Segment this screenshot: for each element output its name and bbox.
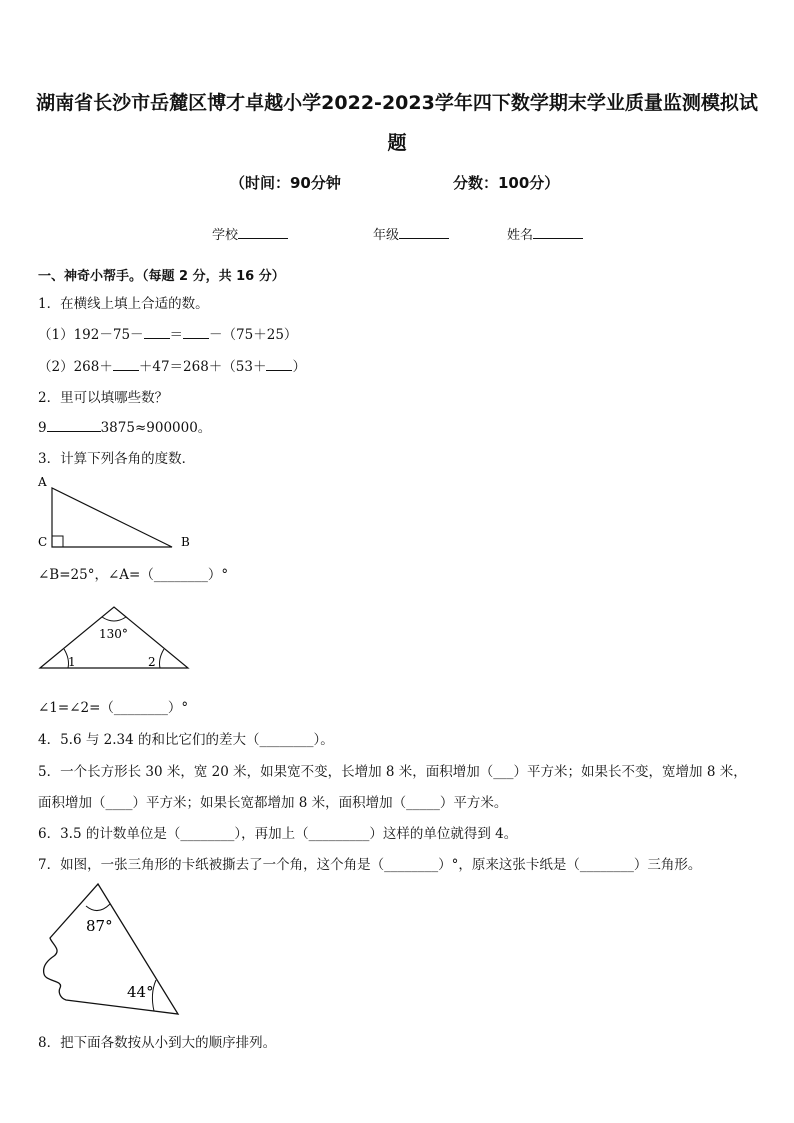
right-triangle-figure [30, 474, 200, 556]
q3-answer-2: ∠1=∠2=（________）° [38, 700, 189, 716]
q1-prompt: 1．在横线上填上合适的数。 [38, 296, 209, 312]
q5-text-line1: 5．一个长方形长 30 米，宽 20 米，如果宽不变，长增加 8 米，面积增加（___）平方米；如果长不变，宽增加 8 米， [38, 764, 747, 780]
q1-blank-1[interactable] [144, 326, 170, 339]
q7-text: 7．如图，一张三角形的卡纸被撕去了一个角，这个角是（________）°，原来这张卡纸是（________）三角形。 [38, 857, 702, 873]
grade-blank[interactable] [399, 226, 449, 239]
obtuse-triangle-figure [36, 603, 196, 673]
exam-time: （时间：90分钟 [230, 174, 341, 192]
torn-triangle-figure [36, 880, 186, 1020]
q1-blank-2[interactable] [183, 326, 209, 339]
q2-rhs: 3875≈900000。 [100, 420, 212, 436]
q1-part2-text-a: （2）268＋ [38, 359, 113, 375]
q2-lhs: 9 [38, 420, 47, 436]
section-heading: 一、神奇小帮手。（每题 2 分，共 16 分） [38, 269, 285, 284]
grade-field[interactable] [373, 224, 449, 243]
q5-text-line2: 面积增加（____）平方米；如果长宽都增加 8 米，面积增加（_____）平方米。 [38, 795, 508, 811]
q2-blank[interactable] [47, 419, 101, 432]
q4-text: 4．5.6 与 2.34 的和比它们的差大（________）。 [38, 732, 334, 748]
angle-87-label: 87° [86, 917, 113, 935]
right-angle-mark [52, 536, 63, 547]
vertex-label-c: C [38, 535, 48, 549]
vertex-label-a: A [38, 475, 47, 489]
angle-2-label: 2 [148, 655, 156, 669]
q1-blank-3[interactable] [113, 358, 139, 371]
q1-part1-text-b: ＝ [169, 327, 184, 343]
q2-prompt: 2．里可以填哪些数？ [38, 390, 169, 406]
top-angle-arc [102, 617, 126, 621]
angle-44-label: 44° [127, 983, 154, 1001]
top-angle-label: 130° [99, 627, 128, 641]
angle-2-arc [160, 649, 165, 668]
q1-part2-text-b: ＋47＝268＋（53＋ [138, 359, 267, 375]
q1-part2-text-c: ） [292, 359, 306, 375]
page-title-line2: 题 [387, 132, 407, 154]
vertex-label-b: B [181, 535, 190, 549]
q3-prompt: 3．计算下列各角的度数． [38, 451, 196, 467]
name-blank[interactable] [533, 226, 583, 239]
school-label: 学校 [212, 228, 239, 243]
page-title-line1: 湖南省长沙市岳麓区博才卓越小学2022-2023学年四下数学期末学业质量监测模拟试 [36, 92, 758, 114]
q8-text: 8．把下面各数按从小到大的顺序排列。 [38, 1035, 277, 1051]
q2-line [38, 416, 211, 436]
school-blank[interactable] [238, 226, 288, 239]
right-triangle-shape [52, 488, 172, 547]
q1-part2 [38, 355, 306, 375]
q6-text: 6．3.5 的计数单位是（________），再加上（_________）这样的单位就得到 4。 [38, 826, 518, 842]
grade-label: 年级 [373, 228, 400, 243]
angle-1-label: 1 [68, 655, 76, 669]
q1-part1-text-c: －（75＋25） [209, 327, 298, 343]
name-label: 姓名 [507, 228, 534, 243]
school-field[interactable] [212, 224, 288, 243]
torn-triangle-shape [44, 884, 178, 1014]
q3-answer-1: ∠B=25°，∠A=（________）° [38, 567, 229, 583]
exam-score: 分数：100分） [453, 174, 560, 192]
q1-part1-text-a: （1）192－75－ [38, 327, 144, 343]
q1-part1 [38, 323, 297, 343]
name-field[interactable] [507, 224, 583, 243]
q1-blank-4[interactable] [266, 358, 292, 371]
angle-87-arc [86, 904, 110, 911]
